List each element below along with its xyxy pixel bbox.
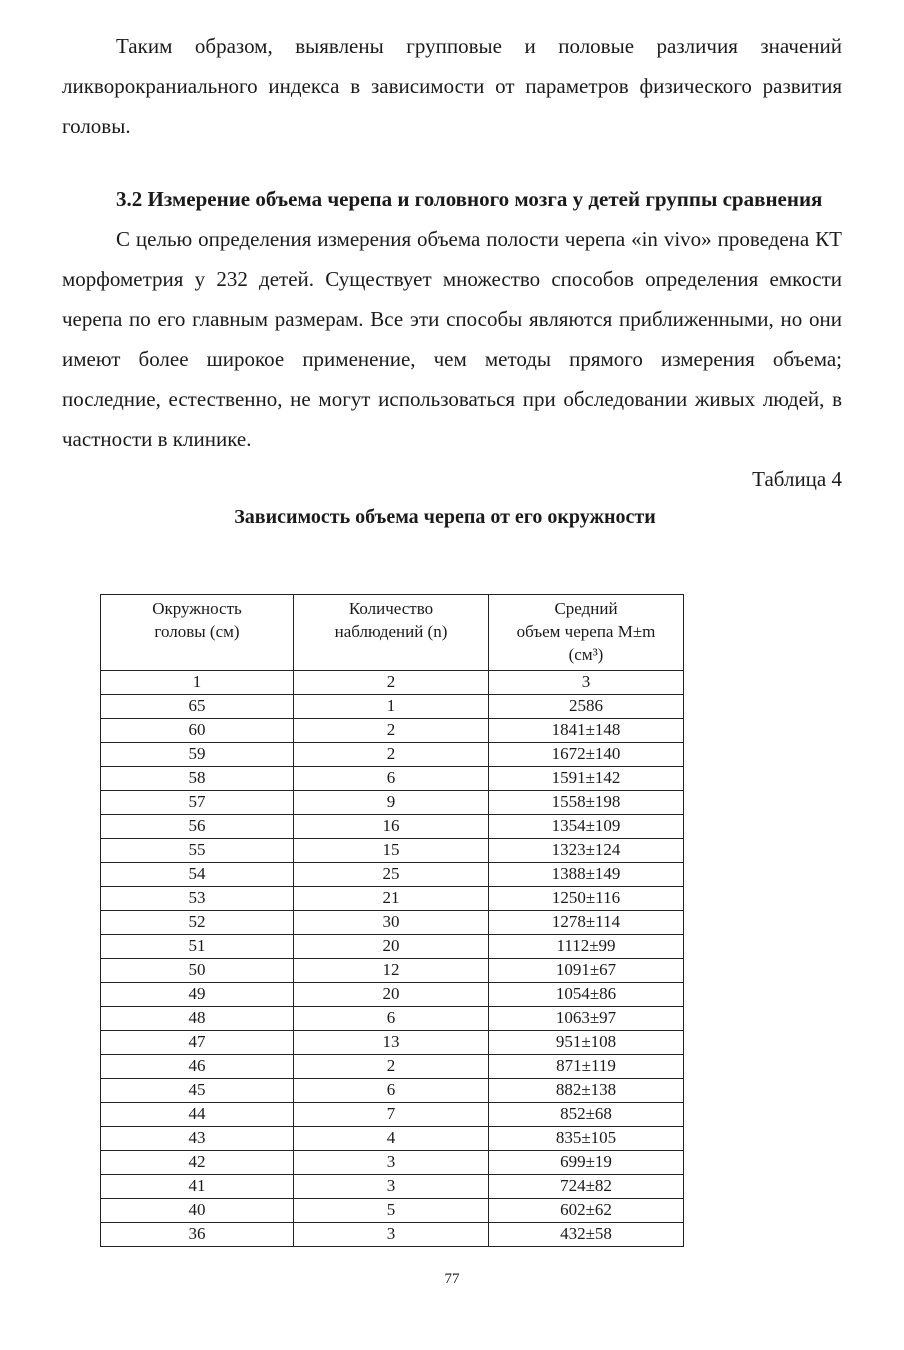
cell-count: 9 xyxy=(294,791,489,815)
table-row xyxy=(101,1151,684,1175)
cell-mean-volume: 1558±198 xyxy=(489,791,684,815)
cell-count: 15 xyxy=(294,839,489,863)
cell-count: 16 xyxy=(294,815,489,839)
table-numbering-row xyxy=(101,671,684,695)
cell-mean-volume: 1841±148 xyxy=(489,719,684,743)
cell-mean-volume: 1112±99 xyxy=(489,935,684,959)
cell-count: 2 xyxy=(294,743,489,767)
page-number: 77 xyxy=(444,1271,460,1287)
cell-circumference: 54 xyxy=(101,863,294,887)
table-row xyxy=(101,743,684,767)
cell-mean-volume: 602±62 xyxy=(489,1199,684,1223)
cell-mean-volume: 1388±149 xyxy=(489,863,684,887)
cell-circumference: 55 xyxy=(101,839,294,863)
table-row xyxy=(101,1199,684,1223)
cell-count: 25 xyxy=(294,863,489,887)
cell-count: 3 xyxy=(294,1223,489,1247)
cell-mean-volume: 724±82 xyxy=(489,1175,684,1199)
cell-circumference: 50 xyxy=(101,959,294,983)
cell-mean-volume: 1354±109 xyxy=(489,815,684,839)
cell-count: 5 xyxy=(294,1199,489,1223)
cell-count: 4 xyxy=(294,1127,489,1151)
cell-mean-volume: 1591±142 xyxy=(489,767,684,791)
cell-mean-volume: 699±19 xyxy=(489,1151,684,1175)
cell-mean-volume: 871±119 xyxy=(489,1055,684,1079)
cell-circumference: 44 xyxy=(101,1103,294,1127)
cell-count: 6 xyxy=(294,1007,489,1031)
table-row xyxy=(101,719,684,743)
cell-count: 6 xyxy=(294,1079,489,1103)
table-row xyxy=(101,863,684,887)
table-row xyxy=(101,815,684,839)
cell-mean-volume: 1091±67 xyxy=(489,959,684,983)
header-line: объем черепа M±m xyxy=(516,622,656,641)
cell-mean-volume: 1323±124 xyxy=(489,839,684,863)
cell-circumference: 45 xyxy=(101,1079,294,1103)
cell-circumference: 60 xyxy=(101,719,294,743)
table-row xyxy=(101,1031,684,1055)
cell-count: 3 xyxy=(294,1175,489,1199)
cell-mean-volume: 1672±140 xyxy=(489,743,684,767)
table-row xyxy=(101,911,684,935)
cell-circumference: 57 xyxy=(101,791,294,815)
table-row xyxy=(101,1223,684,1247)
cell-count: 13 xyxy=(294,1031,489,1055)
cell-count: 30 xyxy=(294,911,489,935)
column-number: 2 xyxy=(294,671,489,695)
header-line: (см³) xyxy=(568,645,604,664)
table-row xyxy=(101,1079,684,1103)
document-page xyxy=(62,26,842,531)
header-head-circumference xyxy=(101,595,294,671)
cell-mean-volume: 2586 xyxy=(489,695,684,719)
header-observations-count xyxy=(294,595,489,671)
cell-circumference: 48 xyxy=(101,1007,294,1031)
cell-circumference: 36 xyxy=(101,1223,294,1247)
table-row xyxy=(101,1007,684,1031)
cell-mean-volume: 1063±97 xyxy=(489,1007,684,1031)
cell-mean-volume: 852±68 xyxy=(489,1103,684,1127)
cell-circumference: 51 xyxy=(101,935,294,959)
cell-count: 7 xyxy=(294,1103,489,1127)
table-header-row xyxy=(101,595,684,671)
header-line: Количество xyxy=(348,599,434,618)
paragraph-ct-morphometry: С целью определения измерения объема полости черепа «in vivo» проведена КТ морфометрия у 232 детей. Существует множество способов определения емкости черепа по его главным размерам. Все эти способы являются приближенными, но они имеют более широкое применение, чем методы прямого измерения объема; последние, естественно, не могут использоваться при обследовании живых людей, в частности в клинике. xyxy=(62,227,842,451)
cell-mean-volume: 1250±116 xyxy=(489,887,684,911)
cell-circumference: 40 xyxy=(101,1199,294,1223)
cell-circumference: 43 xyxy=(101,1127,294,1151)
cell-mean-volume: 1278±114 xyxy=(489,911,684,935)
cell-count: 12 xyxy=(294,959,489,983)
table-row xyxy=(101,887,684,911)
table-row xyxy=(101,983,684,1007)
cell-count: 20 xyxy=(294,983,489,1007)
table-row xyxy=(101,839,684,863)
table-row xyxy=(101,935,684,959)
cell-mean-volume: 882±138 xyxy=(489,1079,684,1103)
cell-circumference: 65 xyxy=(101,695,294,719)
cell-mean-volume: 951±108 xyxy=(489,1031,684,1055)
table-row xyxy=(101,695,684,719)
cell-mean-volume: 1054±86 xyxy=(489,983,684,1007)
cell-circumference: 56 xyxy=(101,815,294,839)
table-row xyxy=(101,1175,684,1199)
cell-circumference: 42 xyxy=(101,1151,294,1175)
cell-circumference: 52 xyxy=(101,911,294,935)
table-title: Зависимость объема черепа от его окружности xyxy=(234,506,656,528)
cell-circumference: 46 xyxy=(101,1055,294,1079)
cell-circumference: 49 xyxy=(101,983,294,1007)
table-label: Таблица 4 xyxy=(752,467,842,491)
cell-count: 6 xyxy=(294,767,489,791)
column-number: 1 xyxy=(101,671,294,695)
header-line: Средний xyxy=(554,599,618,618)
table-row xyxy=(101,959,684,983)
paragraph-conclusion: Таким образом, выявлены групповые и половые различия значений ликворокраниального индекса в зависимости от параметров физического развития головы. xyxy=(62,34,842,138)
cell-circumference: 47 xyxy=(101,1031,294,1055)
column-number: 3 xyxy=(489,671,684,695)
cell-count: 2 xyxy=(294,719,489,743)
cell-count: 1 xyxy=(294,695,489,719)
header-line: головы (см) xyxy=(154,622,240,641)
section-heading: 3.2 Измерение объема черепа и головного мозга у детей группы сравнения xyxy=(116,187,823,211)
cell-count: 21 xyxy=(294,887,489,911)
table-row xyxy=(101,1103,684,1127)
table-row xyxy=(101,767,684,791)
cell-count: 3 xyxy=(294,1151,489,1175)
cell-circumference: 53 xyxy=(101,887,294,911)
cell-circumference: 41 xyxy=(101,1175,294,1199)
cell-count: 2 xyxy=(294,1055,489,1079)
cell-mean-volume: 432±58 xyxy=(489,1223,684,1247)
cell-circumference: 58 xyxy=(101,767,294,791)
table-row xyxy=(101,791,684,815)
table-row xyxy=(101,1127,684,1151)
header-mean-volume xyxy=(489,595,684,671)
cell-mean-volume: 835±105 xyxy=(489,1127,684,1151)
skull-volume-table xyxy=(100,594,684,1247)
table-row xyxy=(101,1055,684,1079)
cell-count: 20 xyxy=(294,935,489,959)
cell-circumference: 59 xyxy=(101,743,294,767)
header-line: наблюдений (n) xyxy=(334,622,448,641)
header-line: Окружность xyxy=(152,599,242,618)
